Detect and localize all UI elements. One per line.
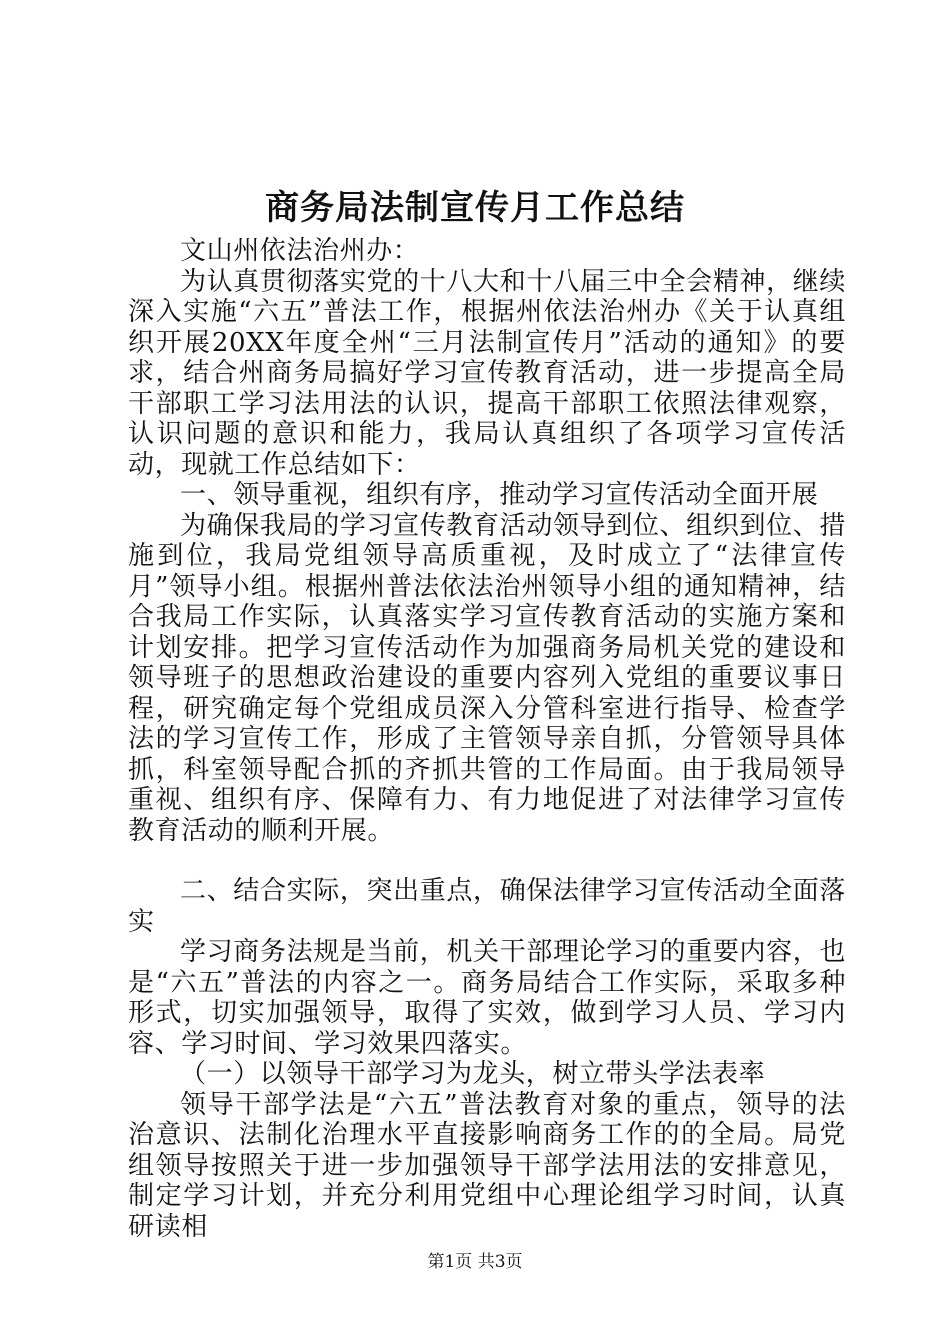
section-2-paragraph: 学习商务法规是当前，机关干部理论学习的重要内容，也是“六五”普法的内容之一。商务局结合工作实际，采取多种形式，切实加强领导，取得了实效，做到学习人员、学习内容、学习时间、学习效果四落实。 <box>128 937 846 1059</box>
intro-paragraph: 为认真贯彻落实党的十八大和十八届三中全会精神，继续深入实施“六五”普法工作，根据州依法治州办《关于认真组织开展20XX年度全州“三月法制宣传月”活动的通知》的要求，结合州商务局搞好学习宣传教育活动，进一步提高全局干部职工学习法用法的认识，提高干部职工依照法律观察，认识问题的意识和能力，我局认真组织了各项学习宣传活动，现就工作总结如下： <box>128 266 846 480</box>
section-heading-1: 一、领导重视，组织有序，推动学习宣传活动全面开展 <box>180 480 819 510</box>
section-heading-2: 二、结合实际，突出重点，确保法律学习宣传活动全面落实 <box>128 876 846 937</box>
subsection-1-paragraph: 领导干部学法是“六五”普法教育对象的重点，领导的法治意识、法制化治理水平直接影响商务工作的的全局。局党组领导按照关于进一步加强领导干部学法用法的安排意见，制定学习计划，并充分利用党组中心理论组学习时间，认真研读相 <box>128 1089 846 1242</box>
document-title: 商务局法制宣传月工作总结 <box>265 188 685 228</box>
salutation: 文山州依法治州办： <box>180 236 420 266</box>
document-body <box>128 236 846 1242</box>
section-1-paragraph: 为确保我局的学习宣传教育活动领导到位、组织到位、措施到位，我局党组领导高质重视，及时成立了“法律宣传月”领导小组。根据州普法依法治州领导小组的通知精神，结合我局工作实际，认真落实学习宣传教育活动的实施方案和计划安排。把学习宣传活动作为加强商务局机关党的建设和领导班子的思想政治建设的重要内容列入党组的重要议事日程，研究确定每个党组成员深入分管科室进行指导、检查学法的学习宣传工作，形成了主管领导亲自抓，分管领导具体抓，科室领导配合抓的齐抓共管的工作局面。由于我局领导重视、组织有序、保障有力、有力地促进了对法律学习宣传教育活动的顺利开展。 <box>128 510 846 846</box>
page-number-footer: 第1页 共3页 <box>427 1252 523 1272</box>
subsection-heading-1: （一）以领导干部学习为龙头，树立带头学法表率 <box>180 1059 766 1089</box>
